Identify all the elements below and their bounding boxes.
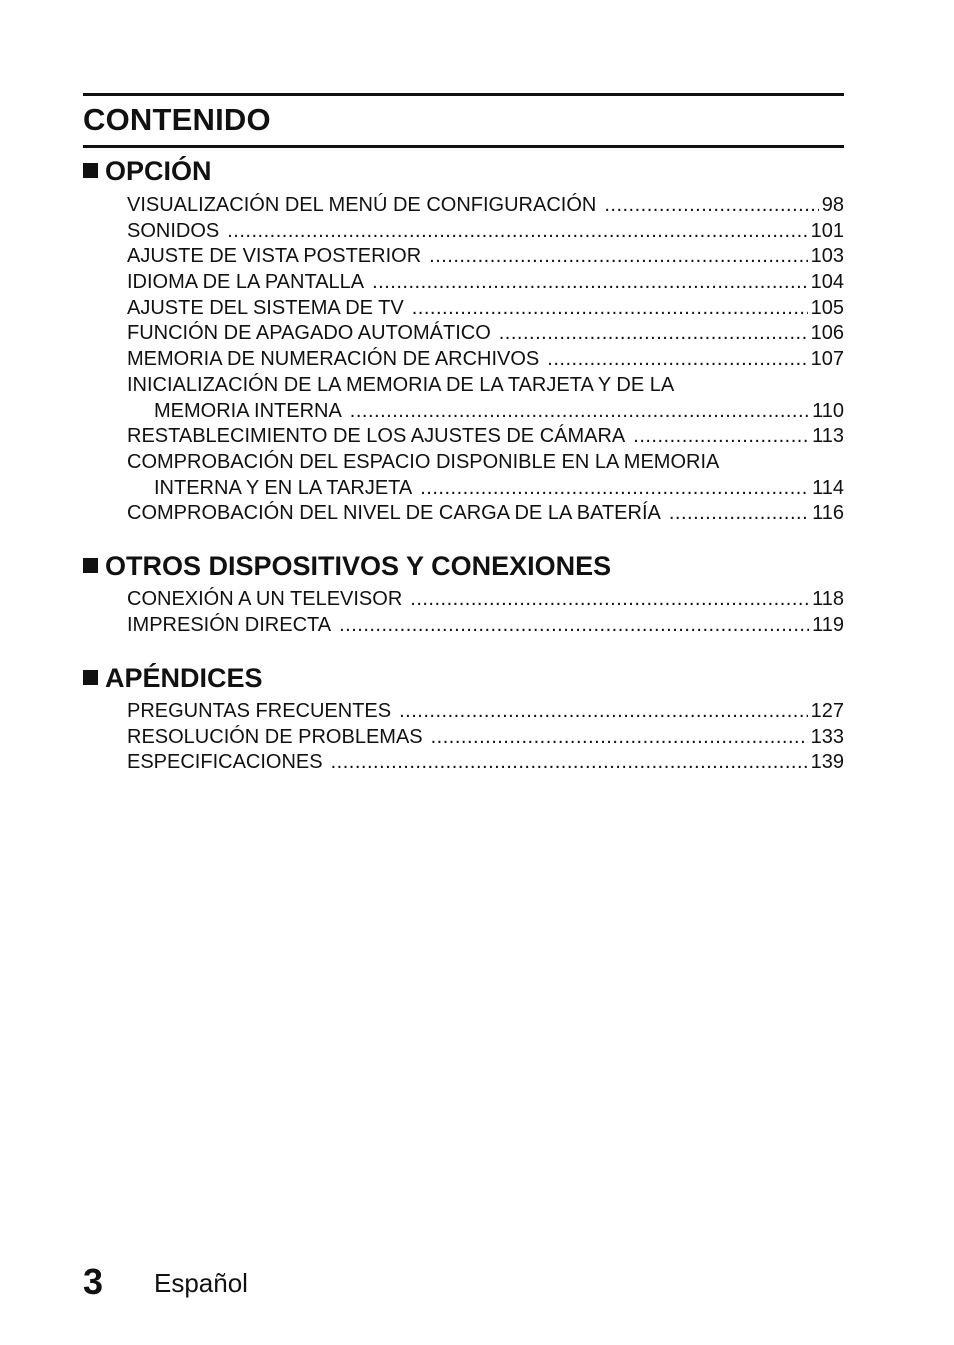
toc-entry[interactable] bbox=[127, 321, 844, 347]
toc-entry-label: RESTABLECIMIENTO DE LOS AJUSTES DE CÁMARA bbox=[127, 425, 626, 448]
dot-leader bbox=[429, 244, 807, 270]
toc-entry-page: 114 bbox=[812, 476, 844, 499]
square-bullet-icon bbox=[83, 163, 98, 178]
toc-entry-label: INICIALIZACIÓN DE LA MEMORIA DE LA TARJETA Y DE LA bbox=[127, 373, 675, 396]
page-number: 3 bbox=[83, 1261, 104, 1302]
toc-entry-label: RESOLUCIÓN DE PROBLEMAS bbox=[127, 725, 423, 748]
dot-leader bbox=[410, 587, 809, 613]
dot-leader bbox=[227, 219, 807, 245]
dot-leader bbox=[412, 296, 808, 322]
dot-leader bbox=[331, 750, 808, 776]
toc-entry[interactable] bbox=[127, 750, 844, 776]
toc-entry[interactable] bbox=[127, 587, 844, 613]
section-heading-apendices bbox=[83, 661, 263, 695]
section-heading-label: OPCIÓN bbox=[105, 156, 212, 186]
title-rule-top bbox=[83, 93, 844, 96]
toc-entry-label: AJUSTE DE VISTA POSTERIOR bbox=[127, 245, 422, 268]
title-rule-bottom bbox=[83, 145, 844, 148]
toc-entry[interactable] bbox=[127, 725, 844, 751]
section-heading-otros-dispositivos bbox=[83, 549, 611, 583]
section-heading-opcion bbox=[83, 154, 212, 188]
toc-entry[interactable] bbox=[127, 424, 844, 450]
toc-entry-label: MEMORIA DE NUMERACIÓN DE ARCHIVOS bbox=[127, 348, 540, 371]
dot-leader bbox=[372, 270, 808, 296]
toc-entry-page: 116 bbox=[812, 502, 844, 525]
page-title: CONTENIDO bbox=[83, 102, 271, 137]
dot-leader bbox=[350, 399, 809, 425]
toc-entry-page: 139 bbox=[810, 751, 844, 774]
dot-leader bbox=[339, 613, 809, 639]
toc-entry-label: PREGUNTAS FRECUENTES bbox=[127, 700, 392, 722]
toc-list-otros-dispositivos bbox=[127, 587, 844, 638]
toc-entry[interactable] bbox=[127, 347, 844, 373]
toc-entry-page: 113 bbox=[812, 425, 844, 448]
language-label: Español bbox=[154, 1268, 248, 1298]
toc-entry-first-line[interactable] bbox=[127, 450, 844, 476]
toc-entry[interactable] bbox=[127, 244, 844, 270]
toc-entry[interactable] bbox=[127, 613, 844, 639]
toc-list-apendices bbox=[127, 699, 844, 776]
toc-entry-label: MEMORIA INTERNA bbox=[154, 399, 342, 422]
toc-entry-page: 107 bbox=[810, 348, 844, 371]
toc-entry[interactable] bbox=[127, 501, 844, 527]
toc-entry-page: 110 bbox=[812, 399, 844, 422]
dot-leader bbox=[431, 725, 808, 751]
toc-entry-label: SONIDOS bbox=[127, 219, 220, 242]
toc-entry-page: 106 bbox=[810, 322, 844, 345]
toc-entry-first-line[interactable] bbox=[127, 373, 844, 399]
toc-entry-page: 105 bbox=[810, 296, 844, 319]
toc-entry-label: COMPROBACIÓN DEL NIVEL DE CARGA DE LA BATERÍA bbox=[127, 502, 661, 525]
toc-entry-continued[interactable] bbox=[127, 399, 844, 425]
toc-entry-page: 104 bbox=[810, 271, 844, 294]
toc-entry[interactable] bbox=[127, 270, 844, 296]
toc-entry[interactable] bbox=[127, 699, 844, 725]
toc-entry-label: INTERNA Y EN LA TARJETA bbox=[154, 476, 413, 499]
toc-entry-page: 119 bbox=[812, 613, 844, 636]
toc-list-opcion bbox=[127, 193, 844, 527]
toc-entry-page: 118 bbox=[812, 588, 844, 610]
toc-entry-label: ESPECIFICACIONES bbox=[127, 751, 323, 774]
toc-entry-page: 103 bbox=[810, 245, 844, 268]
dot-leader bbox=[633, 424, 809, 450]
section-heading-label: OTROS DISPOSITIVOS Y CONEXIONES bbox=[105, 551, 612, 581]
section-heading-label: APÉNDICES bbox=[105, 663, 263, 693]
toc-entry-page: 98 bbox=[821, 194, 844, 216]
toc-entry[interactable] bbox=[127, 193, 844, 219]
toc-entry-label: FUNCIÓN DE APAGADO AUTOMÁTICO bbox=[127, 322, 491, 345]
toc-entry-label: AJUSTE DEL SISTEMA DE TV bbox=[127, 296, 404, 319]
toc-entry-label: COMPROBACIÓN DEL ESPACIO DISPONIBLE EN LA MEMORIA bbox=[127, 450, 720, 473]
dot-leader bbox=[547, 347, 807, 373]
toc-entry[interactable] bbox=[127, 219, 844, 245]
dot-leader bbox=[420, 476, 809, 502]
toc-entry-page: 127 bbox=[810, 700, 844, 722]
square-bullet-icon bbox=[83, 558, 98, 573]
toc-entry-label: IMPRESIÓN DIRECTA bbox=[127, 613, 332, 636]
dot-leader bbox=[499, 321, 808, 347]
square-bullet-icon bbox=[83, 670, 98, 685]
toc-entry-page: 133 bbox=[810, 725, 844, 748]
dot-leader bbox=[399, 699, 808, 725]
toc-entry-page: 101 bbox=[810, 219, 844, 242]
toc-entry-continued[interactable] bbox=[127, 476, 844, 502]
toc-entry-label: IDIOMA DE LA PANTALLA bbox=[127, 271, 365, 294]
toc-entry[interactable] bbox=[127, 296, 844, 322]
dot-leader bbox=[669, 501, 809, 527]
toc-entry-label: VISUALIZACIÓN DEL MENÚ DE CONFIGURACIÓN bbox=[127, 194, 597, 216]
dot-leader bbox=[604, 193, 818, 219]
toc-entry-label: CONEXIÓN A UN TELEVISOR bbox=[127, 588, 403, 610]
